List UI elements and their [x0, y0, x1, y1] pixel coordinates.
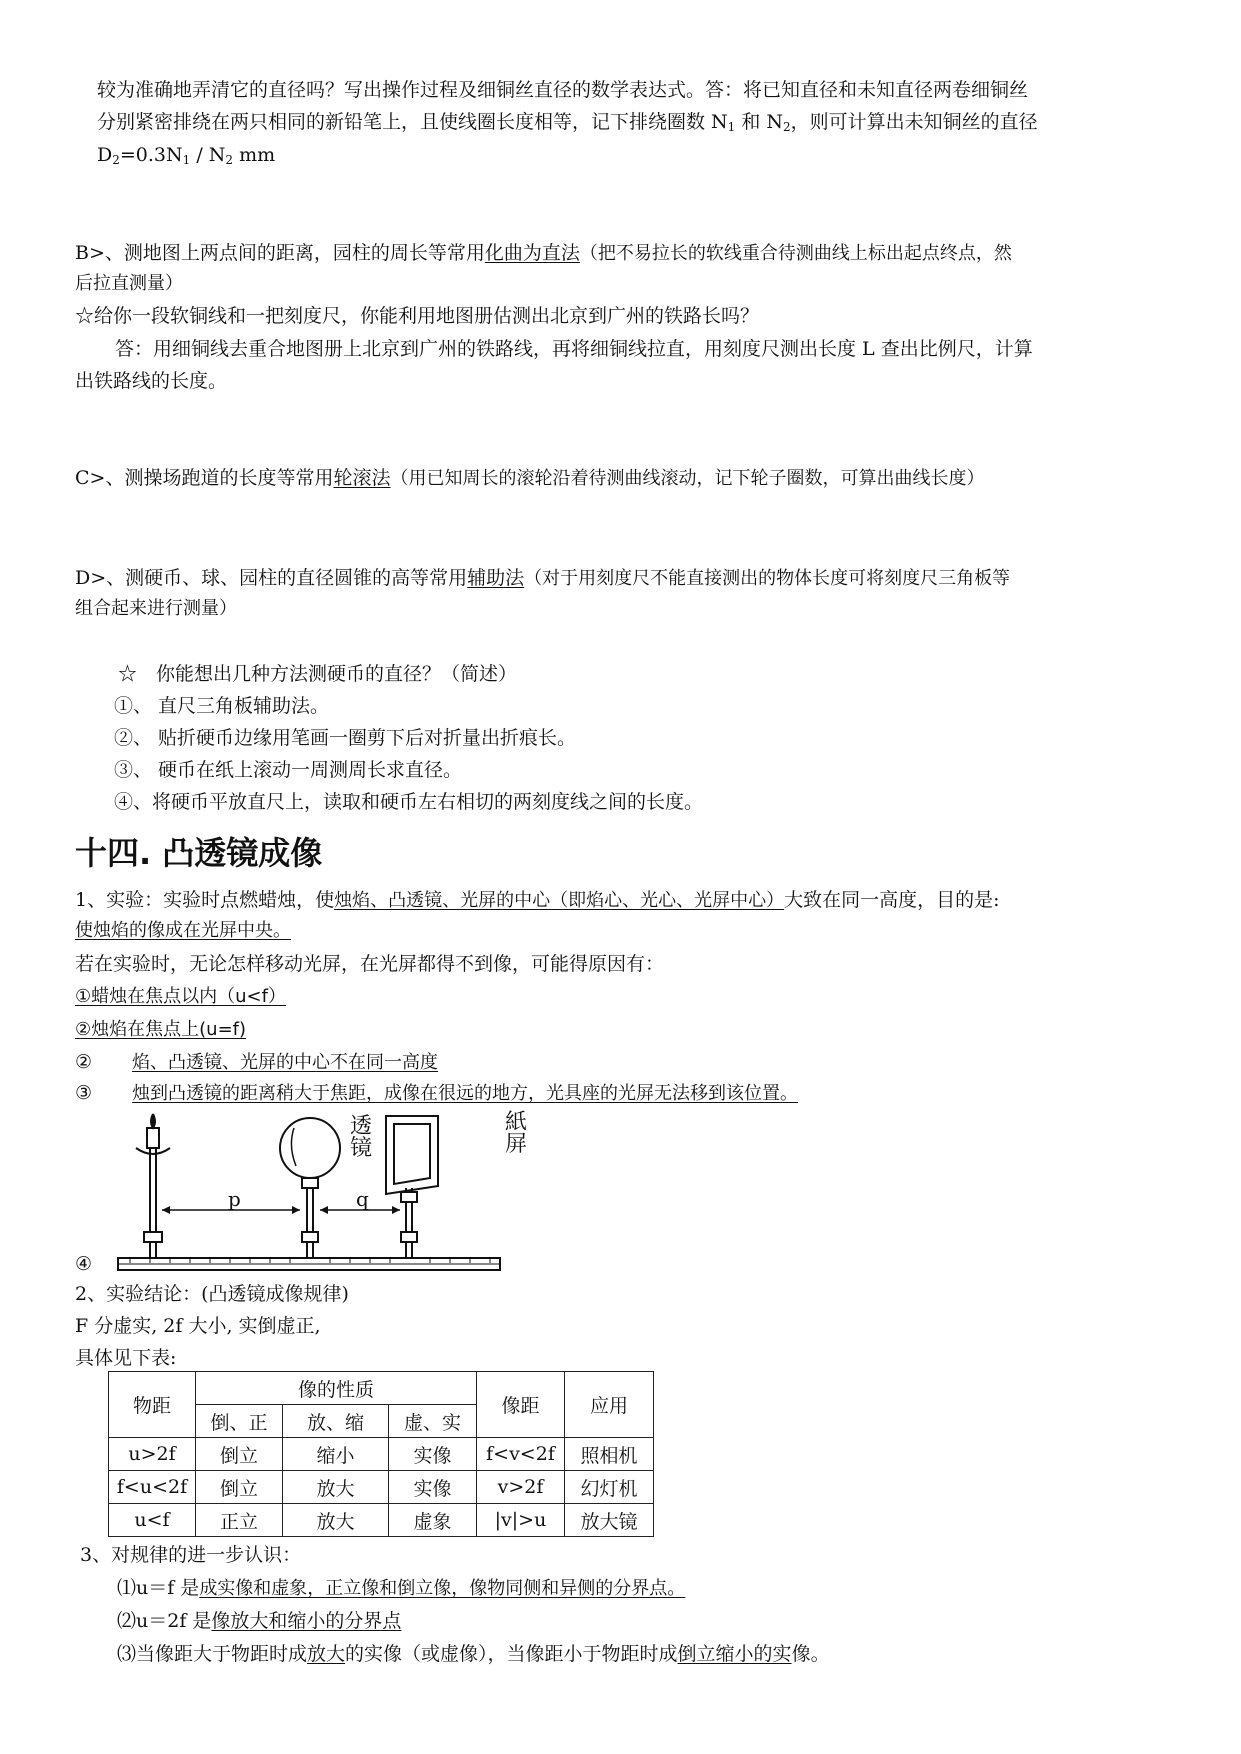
further-item-1: ⑴u＝f 是成实像和虚象，正立像和倒立像，像物同侧和异侧的分界点。: [117, 1577, 686, 1599]
reason-item: ①蜡烛在焦点以内（u<f）: [75, 986, 286, 1007]
reason-item: ② 焰、凸透镜、光屏的中心不在同一高度: [75, 1051, 439, 1073]
subheader-orientation: 倒、正: [196, 1405, 283, 1438]
coin-method-item: ①、 直尺三角板辅助法。: [114, 695, 330, 717]
answer-railway-1: 答：用细铜线去重合地图册上北京到广州的铁路线，再将细铜线拉直，用刻度尺测出长度 L 查出比例尺，计算: [115, 338, 1033, 360]
experiment-reasons-intro: 若在实验时，无论怎样移动光屏，在光屏都得不到像，可能得原因有：: [75, 953, 665, 975]
screen-label: 紙屏: [505, 1110, 528, 1157]
lens-imaging-table: [108, 1371, 654, 1537]
header-application: 应用: [565, 1372, 654, 1438]
header-object-distance: 物距: [109, 1372, 196, 1438]
table-row: f<u<2f 倒立 放大 实像 v>2f 幻灯机: [109, 1471, 654, 1504]
method-d-line-1: D>、测硬币、球、园柱的直径圆锥的高等常用辅助法（对于用刻度尺不能直接测出的物体长度可将刻度尺三角板等: [75, 567, 1011, 589]
table-row: u>2f 倒立 缩小 实像 f<v<2f 照相机: [109, 1438, 654, 1471]
subheader-size: 放、缩: [283, 1405, 389, 1438]
table-row: u<f 正立 放大 虚象 |v|>u 放大镜: [109, 1504, 654, 1537]
conclusion-see-table: 具体见下表:: [75, 1347, 177, 1369]
question-railway: ☆给你一段软铜线和一把刻度尺，你能利用地图册估测出北京到广州的铁路长吗？: [75, 305, 760, 327]
coin-method-item: ②、 贴折硬币边缘用笔画一圈剪下后对折量出折痕长。: [114, 727, 577, 749]
subheader-type: 虚、实: [389, 1405, 477, 1438]
optical-bench-figure: [100, 1112, 510, 1280]
further-title: 3、对规律的进一步认识：: [80, 1544, 302, 1566]
method-c-line: C>、测操场跑道的长度等常用轮滚法（用已知周长的滚轮沿着待测曲线滚动，记下轮子圈数，可算出曲线长度）: [75, 467, 985, 489]
intro-line-2: 分别紧密排绕在两只相同的新铅笔上，且使线圈长度相等，记下排绕圈数 $N_1$ 和 $N_2$，则可计算出未知铜丝的直径: [97, 111, 1038, 134]
method-b-line-1: B>、测地图上两点间的距离，园柱的周长等常用化曲为直法（把不易拉长的软线重合待测曲线上标出起点终点，然: [75, 242, 1012, 264]
method-c-name: 轮滚法: [333, 467, 391, 489]
intro-line-1: 较为准确地弄清它的直径吗？写出操作过程及细铜丝直径的数学表达式。答：将已知直径和未知直径两卷细铜丝: [97, 79, 1029, 101]
distance-q-label: q: [356, 1187, 369, 1211]
header-image-nature: 像的性质: [196, 1372, 477, 1405]
coin-method-item: ④、将硬币平放直尺上，读取和硬币左右相切的两刻度线之间的长度。: [114, 791, 704, 813]
further-item-2: ⑵u＝2f 是像放大和缩小的分界点: [117, 1610, 402, 1632]
header-image-distance: 像距: [477, 1372, 565, 1438]
table-header-row: [109, 1372, 654, 1405]
conclusion-title: 2、实验结论：(凸透镜成像规律): [75, 1283, 349, 1305]
method-b-line-2: 后拉直测量）: [75, 273, 183, 294]
reason-item-number: ④: [75, 1253, 93, 1275]
coin-method-item: ③、 硬币在纸上滚动一周测周长求直径。: [114, 759, 463, 781]
method-b-name: 化曲为直法: [484, 242, 580, 264]
answer-railway-2: 出铁路线的长度。: [75, 370, 228, 392]
distance-p-label: p: [228, 1187, 241, 1211]
section-title: 十四. 凸透镜成像: [75, 834, 323, 872]
further-item-3: ⑶当像距大于物距时成放大的实像（或虚像），当像距小于物距时成倒立缩小的实像。: [117, 1643, 830, 1665]
lens-label: 透镜: [350, 1114, 373, 1161]
formula-line: $D_2=0.3N_1 / N_2$ mm: [97, 144, 276, 167]
reason-item: ③ 烛到凸透镜的距离稍大于焦距，成像在很远的地方，光具座的光屏无法移到该位置。: [75, 1082, 799, 1104]
experiment-purpose: 使烛焰的像成在光屏中央。: [75, 920, 291, 941]
conclusion-mnemonic: F 分虚实, 2f 大小, 实倒虚正,: [75, 1315, 321, 1337]
coin-question: ☆ 你能想出几种方法测硬币的直径？（简述）: [118, 663, 518, 685]
method-d-line-2: 组合起来进行测量）: [75, 598, 237, 619]
method-d-name: 辅助法: [467, 567, 525, 589]
reason-item: ②烛焰在焦点上(u=f): [75, 1019, 247, 1040]
experiment-line-1: 1、实验：实验时点燃蜡烛，使烛焰、凸透镜、光屏的中心（即焰心、光心、光屏中心）大致在同一高度，目的是:: [75, 889, 1000, 911]
